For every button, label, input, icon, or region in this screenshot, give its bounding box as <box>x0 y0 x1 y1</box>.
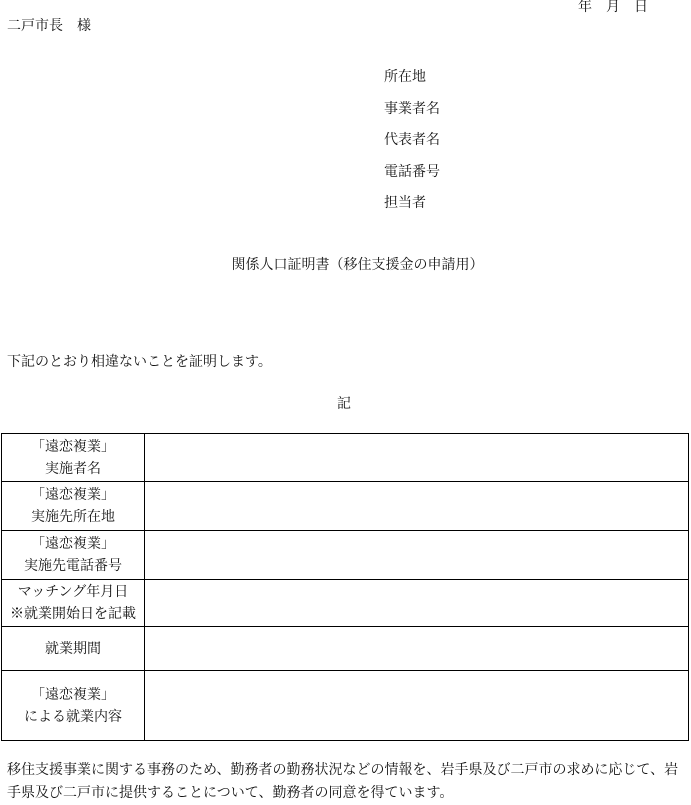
table-row <box>2 434 689 482</box>
work-content-field[interactable] <box>145 671 689 741</box>
row-label-line: 「遠恋複業」 <box>31 686 115 703</box>
sender-field-address: 所在地 <box>384 69 426 85</box>
employment-period-field[interactable] <box>145 627 689 671</box>
row-label-implementer-name <box>2 434 145 482</box>
certification-statement: 下記のとおり相違ないことを証明します。 <box>7 354 272 370</box>
row-label-line: による就業内容 <box>24 708 122 725</box>
row-label-implementer-phone <box>2 531 145 580</box>
sender-field-business-name: 事業者名 <box>384 100 440 117</box>
sender-field-contact-person: 担当者 <box>384 195 426 211</box>
certificate-table <box>1 433 689 741</box>
matching-date-field[interactable] <box>145 580 689 627</box>
ki-heading: 記 <box>337 396 351 412</box>
table-row <box>2 482 689 531</box>
row-label-line: 実施者名 <box>45 460 101 477</box>
row-label-employment-period <box>2 627 145 671</box>
document-title: 関係人口証明書（移住支援金の申請用） <box>231 257 484 273</box>
table-row <box>2 671 689 741</box>
table-row <box>2 580 689 627</box>
row-label-line: 実施先所在地 <box>31 509 115 525</box>
consent-note: 移住支援事業に関する事務のため、勤務者の勤務状況などの情報を、岩手県及び二戸市の求めに応じて、岩手県及び二戸市に提供することについて、勤務者の同意を得ています。 <box>7 762 679 801</box>
implementer-name-field[interactable] <box>145 434 689 482</box>
implementer-address-field[interactable] <box>145 482 689 531</box>
row-label-matching-date <box>2 580 145 627</box>
table-row <box>2 531 689 580</box>
row-label-implementer-address <box>2 482 145 531</box>
row-label-line: ※就業開始日を記載 <box>10 606 136 622</box>
addressee: 二戸市長 様 <box>7 18 91 34</box>
row-label-line: 「遠恋複業」 <box>31 487 115 503</box>
row-label-line: 就業期間 <box>45 640 101 657</box>
implementer-phone-field[interactable] <box>145 531 689 580</box>
date-line: 年 月 日 <box>578 0 648 15</box>
table-row <box>2 627 689 671</box>
row-label-line: マッチング年月日 <box>17 584 129 600</box>
row-label-line: 実施先電話番号 <box>24 558 122 574</box>
sender-block <box>384 66 440 224</box>
row-label-work-content <box>2 671 145 741</box>
sender-field-phone: 電話番号 <box>384 163 440 180</box>
row-label-line: 「遠恋複業」 <box>31 536 115 552</box>
sender-field-representative: 代表者名 <box>384 132 440 148</box>
row-label-line: 「遠恋複業」 <box>31 438 115 455</box>
